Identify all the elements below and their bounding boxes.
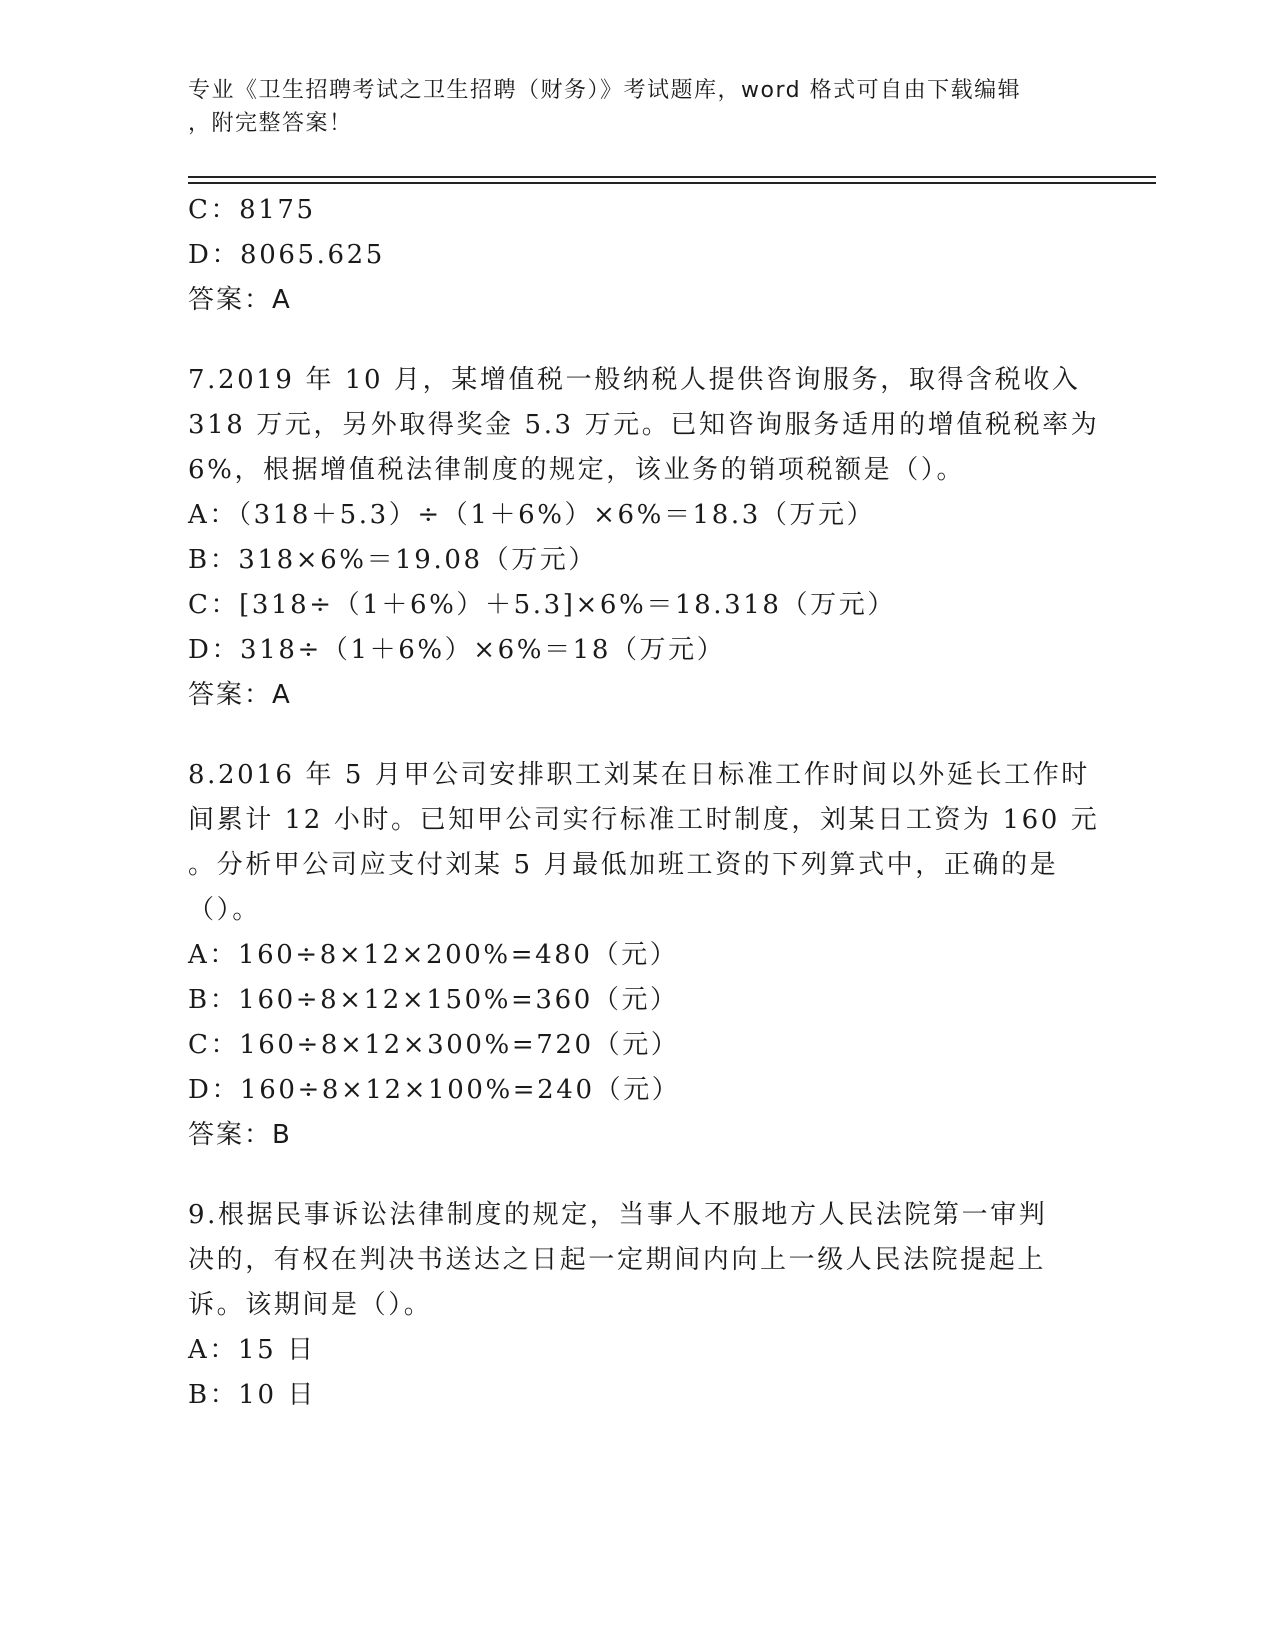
question-7-option-c: C：[318÷（1＋6%）＋5.3]×6%＝18.318（万元） (188, 590, 896, 620)
answer-line: 答案：A (188, 285, 292, 315)
question-7-option-a: A：（318＋5.3）÷（1＋6%）×6%＝18.3（万元） (188, 500, 876, 530)
question-8-option-a: A：160÷8×12×200%=480（元） (188, 940, 679, 970)
question-7-line-2: 318 万元，另外取得奖金 5.3 万元。已知咨询服务适用的增值税税率为 (188, 410, 1100, 440)
question-9-line-1: 9.根据民事诉讼法律制度的规定，当事人不服地方人民法院第一审判 (188, 1200, 1048, 1230)
question-7-option-d: D：318÷（1＋6%）×6%＝18（万元） (188, 635, 726, 665)
question-8-line-4: （）。 (188, 895, 261, 925)
question-7-answer: 答案：A (188, 680, 292, 710)
question-8-line-3: 。分析甲公司应支付刘某 5 月最低加班工资的下列算式中，正确的是 (188, 850, 1059, 880)
question-8-option-d: D：160÷8×12×100%=240（元） (188, 1075, 681, 1105)
option-c: C：8175 (188, 195, 316, 225)
question-8-line-1: 8.2016 年 5 月甲公司安排职工刘某在日标准工作时间以外延长工作时 (188, 760, 1090, 790)
question-8-option-b: B：160÷8×12×150%=360（元） (188, 985, 679, 1015)
question-7-option-b: B：318×6%＝19.08（万元） (188, 545, 597, 575)
header-line-2: ，附完整答案！ (188, 111, 353, 136)
option-d: D：8065.625 (188, 240, 385, 270)
question-9-line-2: 决的，有权在判决书送达之日起一定期间内向上一级人民法院提起上 (188, 1245, 1047, 1275)
question-9-option-b: B：10 日 (188, 1380, 317, 1410)
header-line-1: 专业《卫生招聘考试之卫生招聘（财务）》考试题库，word 格式可自由下载编辑 (188, 78, 1022, 103)
header-rule-top (188, 176, 1156, 178)
question-9-line-3: 诉。该期间是（）。 (188, 1290, 433, 1320)
document-header (188, 74, 1068, 140)
question-8-answer: 答案：B (188, 1120, 292, 1150)
question-8-line-2: 间累计 12 小时。已知甲公司实行标准工时制度，刘某日工资为 160 元 (188, 805, 1100, 835)
question-7-line-3: 6%，根据增值税法律制度的规定，该业务的销项税额是（）。 (188, 455, 966, 485)
question-8-option-c: C：160÷8×12×300%=720（元） (188, 1030, 680, 1060)
header-rule-bottom (188, 182, 1156, 184)
question-9-option-a: A：15 日 (188, 1335, 316, 1365)
question-7-line-1: 7.2019 年 10 月，某增值税一般纳税人提供咨询服务，取得含税收入 (188, 365, 1081, 395)
